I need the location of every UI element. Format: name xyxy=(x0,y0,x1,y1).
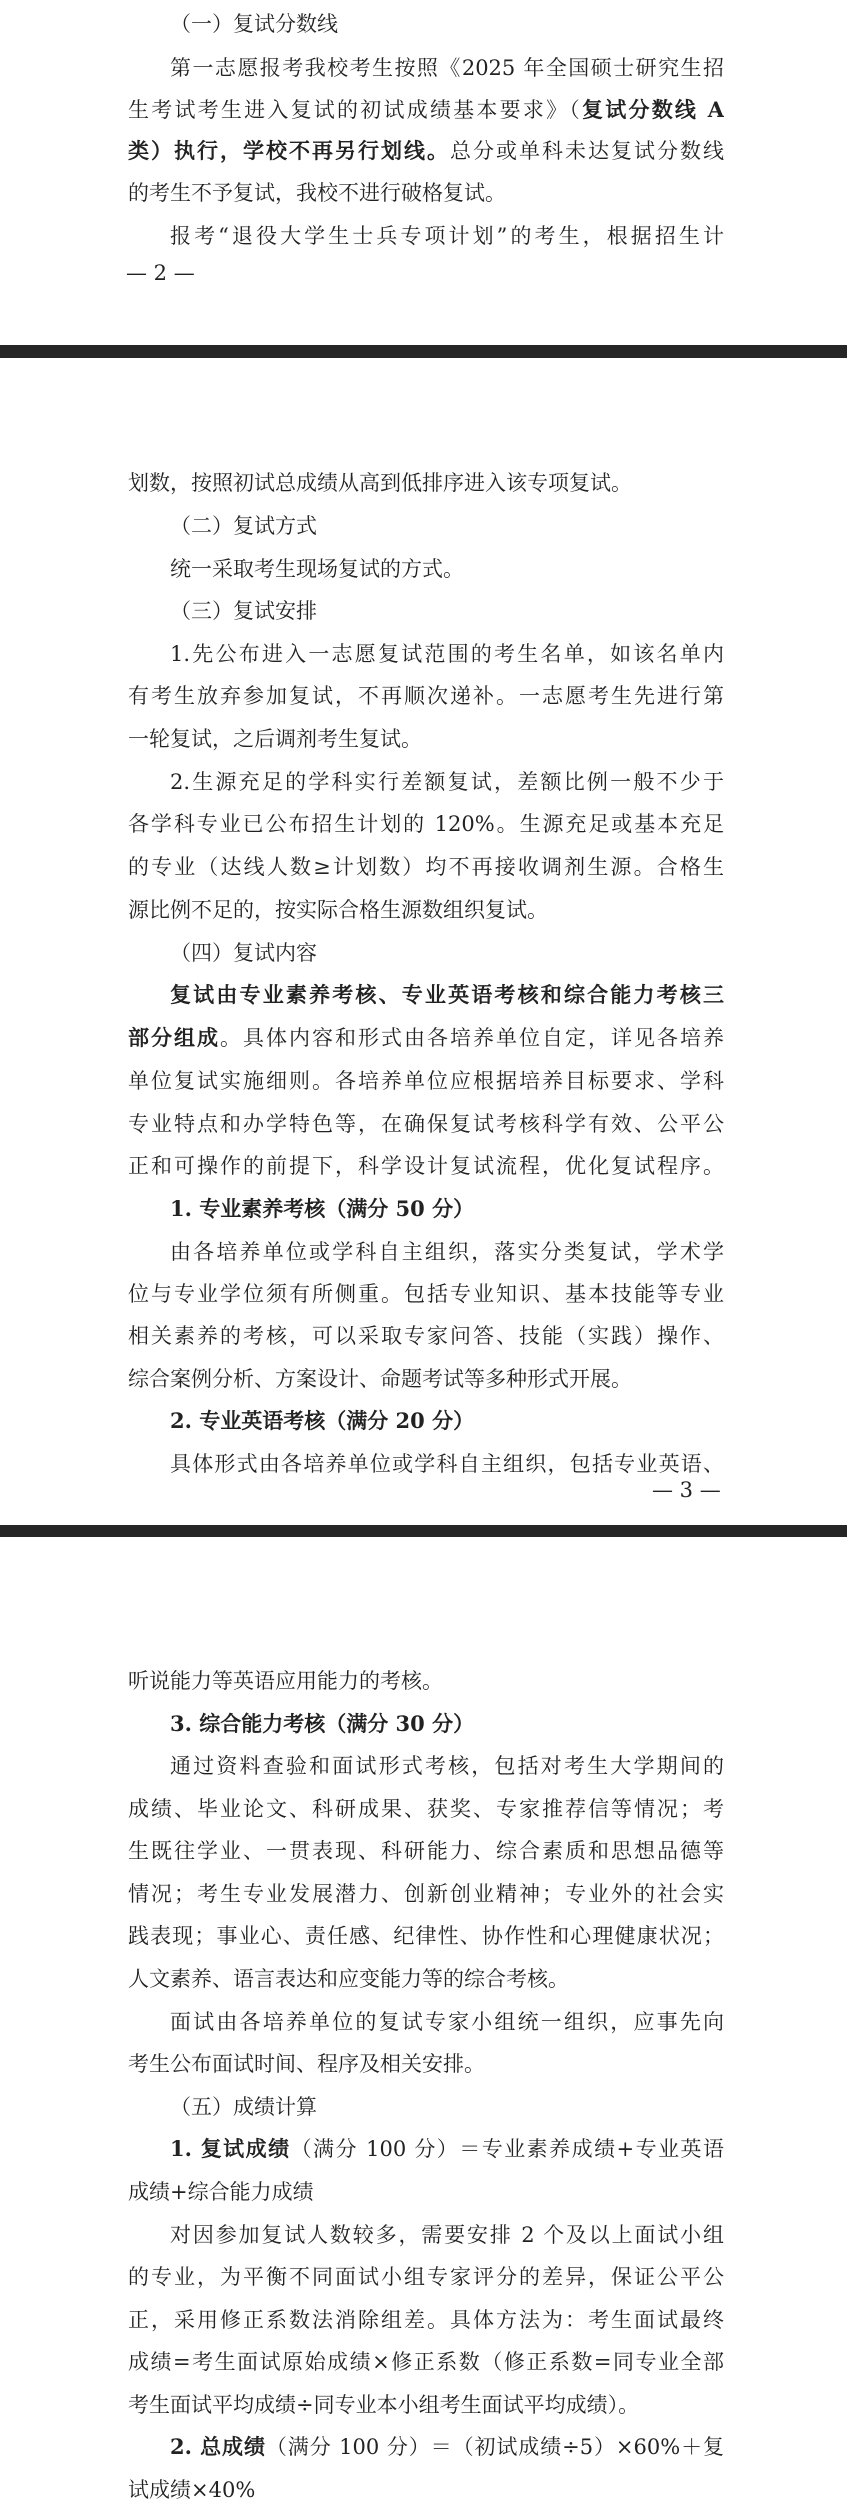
section-heading xyxy=(170,1704,724,1744)
text-span: 统一采取考生现场复试的方式。 xyxy=(170,557,464,581)
text-line xyxy=(170,1444,724,1484)
text-line xyxy=(128,804,724,844)
text-line xyxy=(170,2215,724,2255)
text-span: 通过资料查验和面试形式考核，包括对考生大学期间的 xyxy=(170,1754,724,1778)
document-page-2 xyxy=(0,0,847,345)
bold-text: 2. 专业英语考核（满分 20 分） xyxy=(170,1408,475,1433)
text-span: 生既往学业、一贯表现、科研能力、综合素质和思想品德等 xyxy=(128,1839,724,1863)
text-span: 成绩=考生面试原始成绩×修正系数（修正系数=同专业全部 xyxy=(128,2350,724,2374)
bold-text: 1. 专业素养考核（满分 50 分） xyxy=(170,1196,475,1221)
text-span: 的专业（达线人数≥计划数）均不再接收调剂生源。合格生 xyxy=(128,855,724,879)
text-line xyxy=(128,90,724,130)
text-span: 生考试考生进入复试的初试成绩基本要求》（ xyxy=(128,98,583,122)
text-line xyxy=(128,2470,724,2510)
text-line xyxy=(128,1661,724,1701)
text-line xyxy=(128,173,724,213)
text-line xyxy=(170,634,724,674)
text-span: 的考生不予复试，我校不进行破格复试。 xyxy=(128,181,506,205)
bold-text: 复试由专业素养考核、专业英语考核和综合能力考核三 xyxy=(170,982,724,1007)
text-span: （满分 100 分）＝（初试成绩÷5）×60%＋复 xyxy=(265,2435,724,2459)
bold-text: 2. 总成绩 xyxy=(170,2434,266,2459)
text-line xyxy=(128,1831,724,1871)
text-span: 成绩+综合能力成绩 xyxy=(128,2180,314,2204)
text-line xyxy=(128,1061,724,1101)
text-span: 单位复试实施细则。各培养单位应根据培养目标要求、学科 xyxy=(128,1069,724,1093)
text-span: 各学科专业已公布招生计划的 120%。生源充足或基本充足 xyxy=(128,812,724,836)
text-line xyxy=(170,48,724,88)
text-line xyxy=(170,2427,724,2467)
text-line xyxy=(128,1146,724,1186)
text-line xyxy=(128,1874,724,1914)
text-line xyxy=(128,2300,724,2340)
text-line xyxy=(128,2342,724,2382)
document-page-4 xyxy=(0,1537,847,2516)
text-span: （二）复试方式 xyxy=(170,514,317,538)
text-span: （四）复试内容 xyxy=(170,941,317,965)
bold-text: 3. 综合能力考核（满分 30 分） xyxy=(170,1711,475,1736)
page-number: — 2 — xyxy=(126,261,195,285)
text-line xyxy=(128,1959,724,1999)
bold-text: 1. 复试成绩 xyxy=(170,2136,291,2161)
bold-text: 类）执行，学校不再另行划线。 xyxy=(128,138,450,163)
text-span: 听说能力等英语应用能力的考核。 xyxy=(128,1669,443,1693)
text-line xyxy=(170,2002,724,2042)
text-span: 践表现；事业心、责任感、纪律性、协作性和心理健康状况； xyxy=(128,1924,724,1948)
text-span: 的专业，为平衡不同面试小组专家评分的差异，保证公平公 xyxy=(128,2265,724,2289)
text-line xyxy=(170,1746,724,1786)
text-line xyxy=(128,1789,724,1829)
text-line xyxy=(128,1018,724,1058)
text-span: 第一志愿报考我校考生按照《2025 年全国硕士研究生招 xyxy=(170,56,724,80)
text-span: 正，采用修正系数法消除组差。具体方法为：考生面试最终 xyxy=(128,2308,724,2332)
text-line xyxy=(128,719,724,759)
text-line xyxy=(170,2129,724,2169)
section-heading xyxy=(170,933,724,973)
page-number: — 3 — xyxy=(652,1478,721,1502)
text-span: 情况；考生专业发展潜力、创新创业精神；专业外的社会实 xyxy=(128,1882,724,1906)
section-heading xyxy=(170,506,724,546)
bold-text: 部分组成 xyxy=(128,1025,220,1050)
text-line xyxy=(128,2172,724,2212)
text-line xyxy=(128,1359,724,1399)
text-span: 专业特点和办学特色等，在确保复试考核科学有效、公平公 xyxy=(128,1112,724,1136)
text-span: 划数，按照初试总成绩从高到低排序进入该专项复试。 xyxy=(128,471,632,495)
text-line xyxy=(128,1274,724,1314)
text-line xyxy=(128,1316,724,1356)
section-heading xyxy=(170,4,724,44)
text-span: 人文素养、语言表达和应变能力等的综合考核。 xyxy=(128,1967,569,1991)
text-line xyxy=(170,1232,724,1272)
text-span: 考生公布面试时间、程序及相关安排。 xyxy=(128,2052,485,2076)
text-line xyxy=(170,762,724,802)
section-heading xyxy=(170,591,724,631)
text-line xyxy=(128,847,724,887)
text-line xyxy=(128,1916,724,1956)
text-line xyxy=(170,216,724,256)
text-span: 综合案例分析、方案设计、命题考试等多种形式开展。 xyxy=(128,1367,632,1391)
text-line xyxy=(128,890,724,930)
text-line xyxy=(128,131,724,171)
section-heading xyxy=(170,1401,724,1441)
text-span: （三）复试安排 xyxy=(170,599,317,623)
text-span: 相关素养的考核，可以采取专家问答、技能（实践）操作、 xyxy=(128,1324,724,1348)
text-span: 对因参加复试人数较多，需要安排 2 个及以上面试小组 xyxy=(170,2223,724,2247)
text-line xyxy=(128,676,724,716)
text-span: 源比例不足的，按实际合格生源数组织复试。 xyxy=(128,898,548,922)
text-span: （满分 100 分）＝专业素养成绩+专业英语 xyxy=(290,2137,724,2161)
text-span: 1.先公布进入一志愿复试范围的考生名单，如该名单内 xyxy=(170,642,724,666)
text-span: 考生面试平均成绩÷同专业本小组考生面试平均成绩）。 xyxy=(128,2393,640,2417)
page-separator xyxy=(0,345,847,358)
bold-text: 复试分数线 A xyxy=(582,97,724,122)
text-span: 正和可操作的前提下，科学设计复试流程，优化复试程序。 xyxy=(128,1154,724,1178)
text-line xyxy=(128,2044,724,2084)
text-span: 一轮复试，之后调剂考生复试。 xyxy=(128,727,422,751)
text-span: （五）成绩计算 xyxy=(170,2095,317,2119)
text-line xyxy=(128,2257,724,2297)
text-line xyxy=(128,2385,724,2425)
text-span: 总分或单科未达复试分数线 xyxy=(450,139,724,163)
text-line xyxy=(128,1104,724,1144)
text-line xyxy=(170,549,724,589)
text-line xyxy=(128,463,724,503)
document-page-3 xyxy=(0,358,847,1525)
text-span: 成绩、毕业论文、科研成果、获奖、专家推荐信等情况；考 xyxy=(128,1797,724,1821)
section-heading xyxy=(170,2087,724,2127)
text-span: 位与专业学位须有所侧重。包括专业知识、基本技能等专业 xyxy=(128,1282,724,1306)
text-span: 报考“退役大学生士兵专项计划”的考生，根据招生计 xyxy=(170,224,724,248)
text-span: 。具体内容和形式由各培养单位自定，详见各培养 xyxy=(220,1026,724,1050)
text-span: 有考生放弃参加复试，不再顺次递补。一志愿考生先进行第 xyxy=(128,684,724,708)
text-span: 试成绩×40% xyxy=(128,2478,256,2502)
text-span: 面试由各培养单位的复试专家小组统一组织，应事先向 xyxy=(170,2010,724,2034)
text-span: 具体形式由各培养单位或学科自主组织，包括专业英语、 xyxy=(170,1452,724,1476)
page-separator xyxy=(0,1525,847,1537)
text-line xyxy=(170,975,724,1015)
text-span: 2.生源充足的学科实行差额复试，差额比例一般不少于 xyxy=(170,770,724,794)
section-heading xyxy=(170,1189,724,1229)
text-span: （一）复试分数线 xyxy=(170,12,338,36)
text-span: 由各培养单位或学科自主组织，落实分类复试，学术学 xyxy=(170,1240,724,1264)
